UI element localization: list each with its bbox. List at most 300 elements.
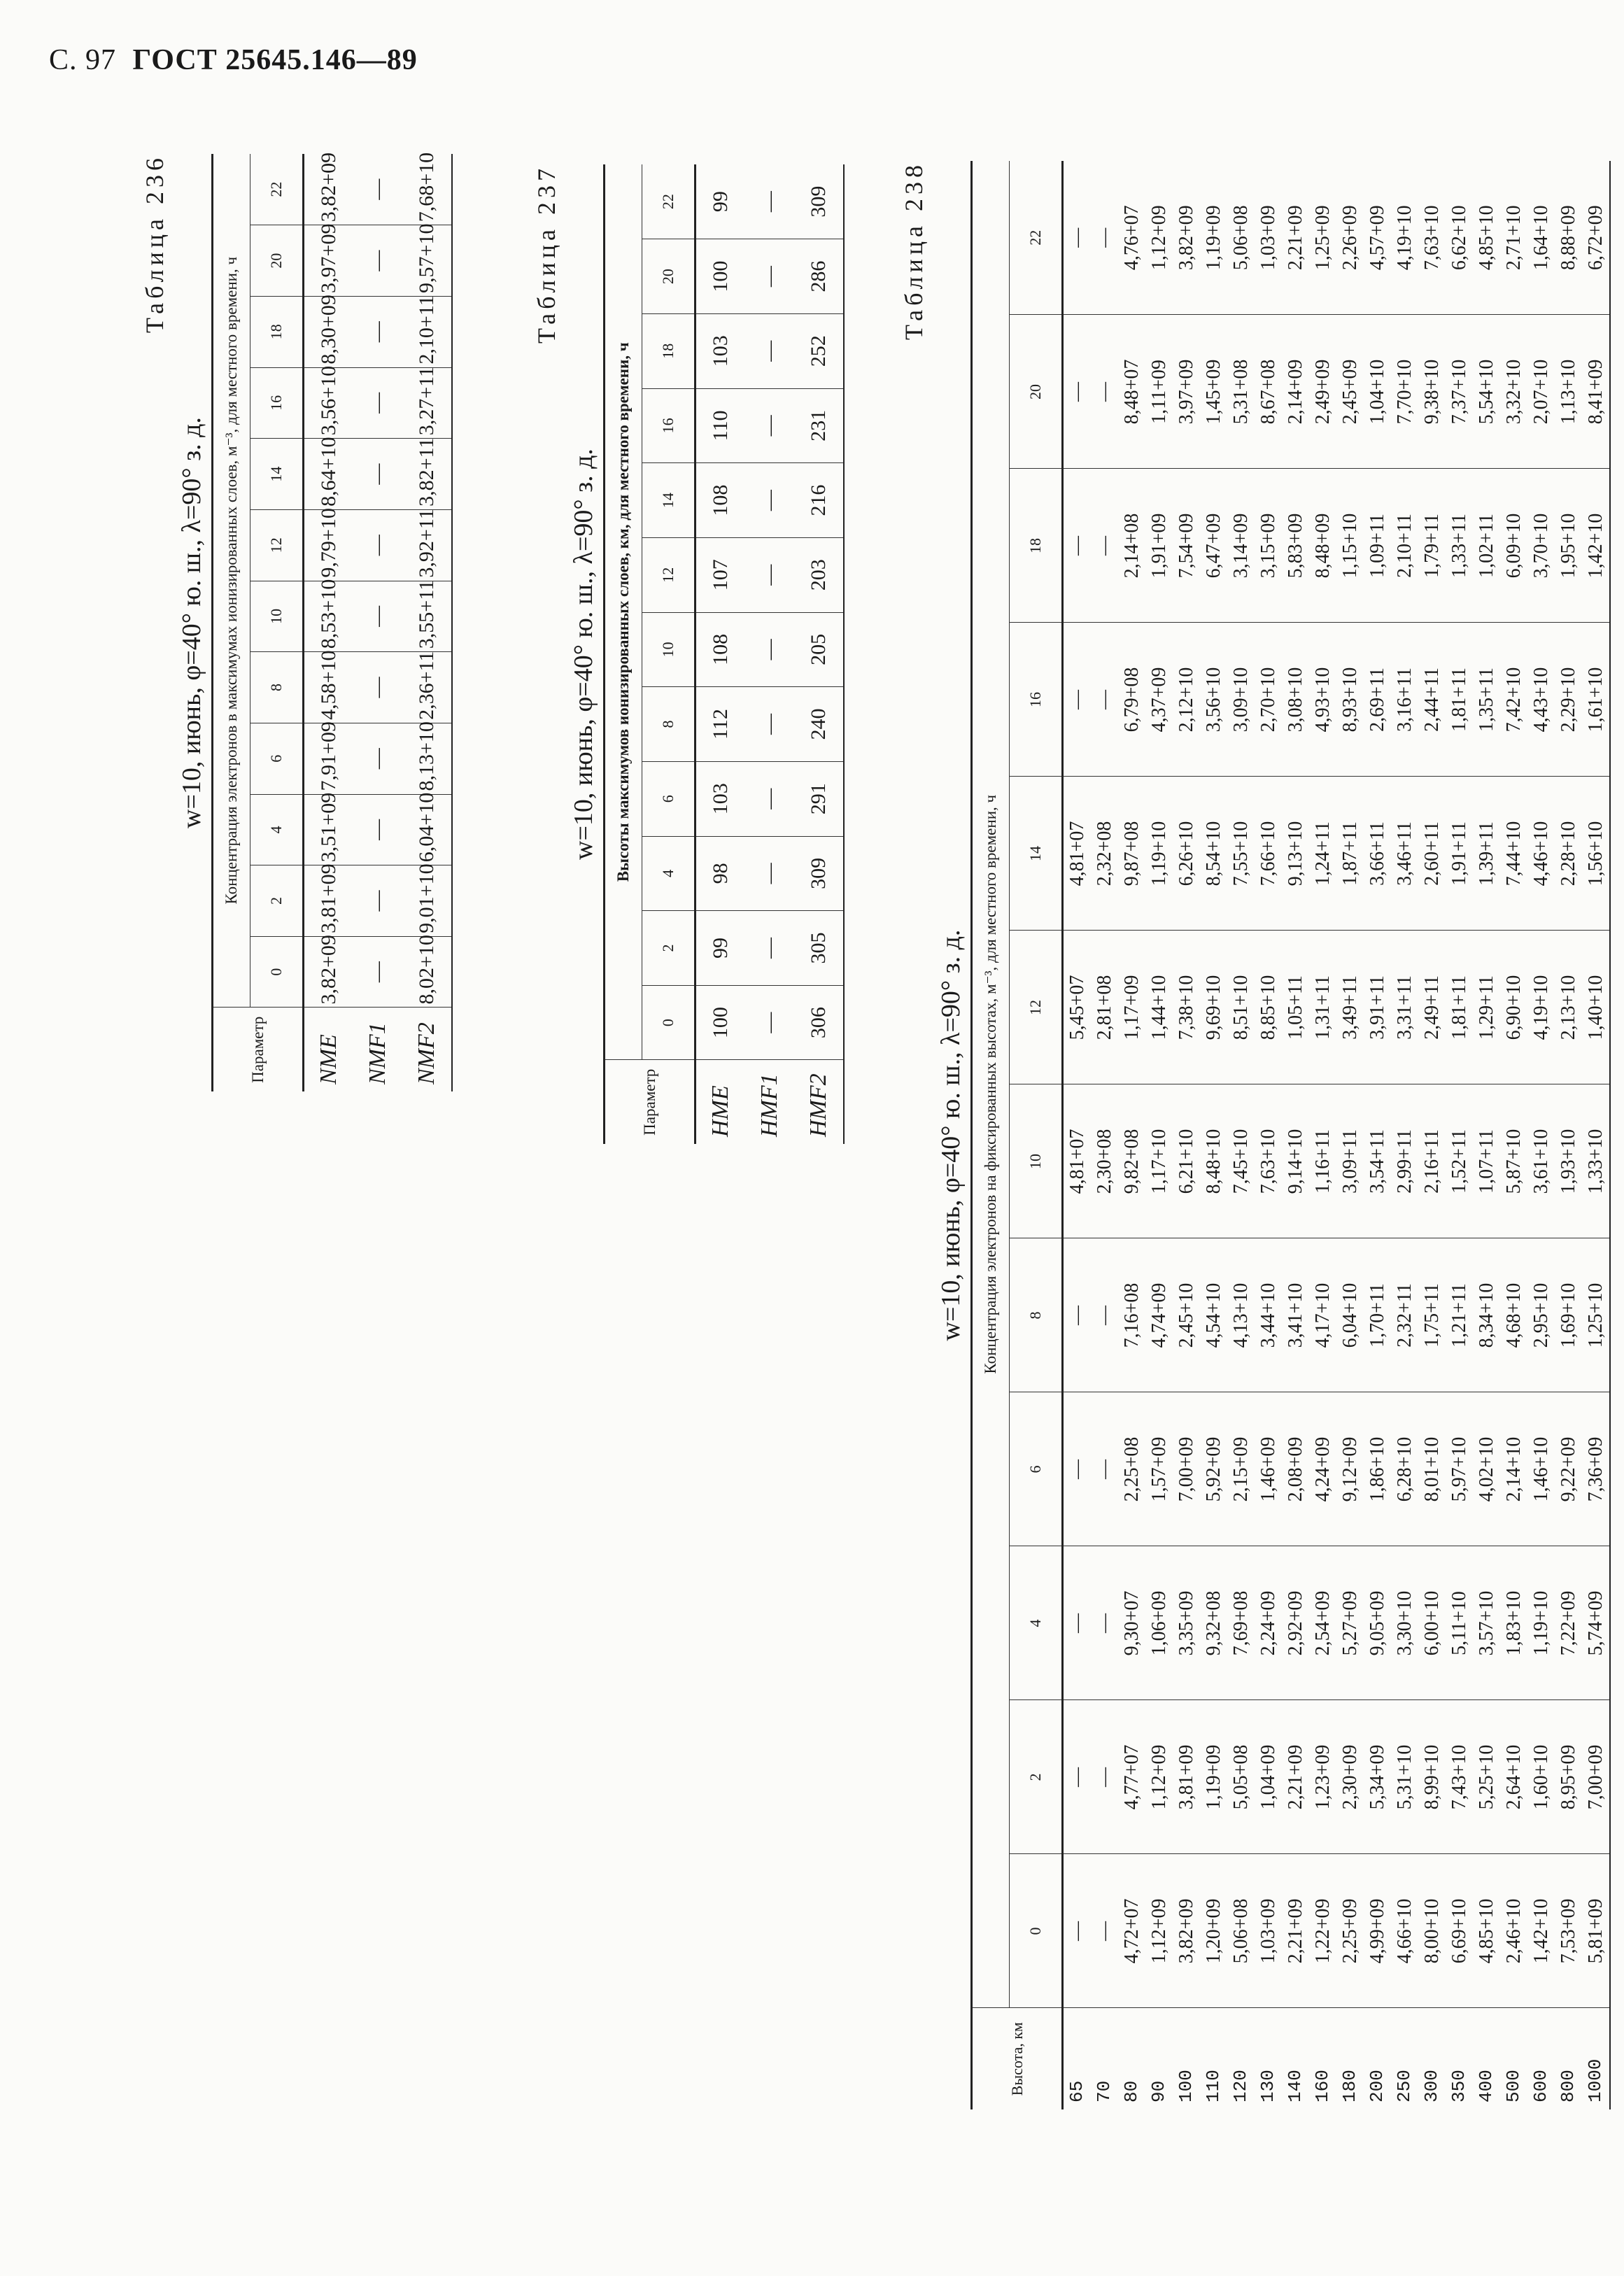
table-cell: 2,69+11 — [1364, 623, 1391, 777]
column-header: 4 — [642, 836, 696, 911]
table-cell: 205 — [794, 612, 844, 687]
table-cell: 2,81+08 — [1091, 931, 1118, 1084]
table-cell: 4,58+10 — [304, 652, 354, 723]
column-header: 6 — [642, 761, 696, 836]
table-row — [1527, 161, 1555, 2109]
table-cell: 1,20+09 — [1200, 1854, 1227, 2008]
table-cell: 3,91+11 — [1364, 931, 1391, 1084]
table-row — [1255, 161, 1282, 2109]
table-cell: — — [1091, 315, 1118, 469]
table-cell: 2,16+11 — [1418, 1084, 1446, 1238]
table-cell: — — [1091, 1238, 1118, 1392]
table-cell: 9,82+08 — [1118, 1084, 1145, 1238]
column-header: 16 — [1010, 623, 1063, 777]
table-cell: 8,88+09 — [1555, 161, 1582, 315]
table-cell: 1,86+10 — [1364, 1392, 1391, 1546]
table-cell: 4,99+09 — [1364, 1854, 1391, 2008]
table-cell: 3,16+11 — [1391, 623, 1418, 777]
table-cell: — — [745, 388, 794, 463]
table-cell: 3,70+10 — [1527, 469, 1555, 623]
table-row — [304, 154, 354, 1091]
table-cell: 4,19+10 — [1391, 161, 1418, 315]
table-row — [1309, 161, 1336, 2109]
row-label: NMF2 — [402, 1008, 452, 1091]
table-cell: 1,57+09 — [1145, 1392, 1173, 1546]
table-cell: 1,23+09 — [1309, 1700, 1336, 1854]
table-cell: 7,69+08 — [1227, 1546, 1255, 1700]
table-cell: 99 — [696, 911, 746, 986]
column-header: 16 — [250, 367, 304, 439]
table-cell: 1,11+09 — [1145, 315, 1173, 469]
table-cell: — — [1063, 1238, 1092, 1392]
table-cell: 6,26+10 — [1173, 777, 1200, 931]
table-cell: 7,55+10 — [1227, 777, 1255, 931]
row-label: 65 — [1063, 2008, 1092, 2109]
table-cell: 6,00+10 — [1418, 1546, 1446, 1700]
table-cell: 1,09+11 — [1364, 469, 1391, 623]
table-caption: w=10, июнь, φ=40° ю. ш., λ=90° з. д. — [936, 929, 966, 1341]
table-cell: 1,87+11 — [1336, 777, 1364, 931]
row-label: 100 — [1173, 2008, 1200, 2109]
table-cell: 1,35+11 — [1473, 623, 1500, 777]
table-cell: 9,13+10 — [1282, 777, 1309, 931]
table-cell: — — [745, 612, 794, 687]
table-cell: — — [745, 687, 794, 762]
table-cell: 2,25+09 — [1336, 1854, 1364, 2008]
table-cell: 8,67+08 — [1255, 315, 1282, 469]
table-row — [1282, 161, 1309, 2109]
column-header: 0 — [267, 968, 285, 976]
table-cell: 8,93+10 — [1336, 623, 1364, 777]
row-label: 500 — [1500, 2008, 1527, 2109]
table-cell: 1,06+09 — [1145, 1546, 1173, 1700]
table-cell: — — [745, 985, 794, 1060]
row-label: 180 — [1336, 2008, 1364, 2109]
column-header: 22 — [250, 154, 304, 225]
column-header: 2 — [250, 865, 304, 937]
table-cell: 6,62+10 — [1446, 161, 1473, 315]
row-label: 400 — [1473, 2008, 1500, 2109]
table-cell: 9,38+10 — [1418, 315, 1446, 469]
table-cell: 107 — [696, 537, 746, 612]
table-cell: — — [745, 836, 794, 911]
table-cell: 1,13+10 — [1555, 315, 1582, 469]
row-label: 160 — [1309, 2008, 1336, 2109]
table-cell: — — [353, 439, 402, 510]
table-cell: 108 — [696, 612, 746, 687]
table-cell: 8,41+09 — [1582, 315, 1610, 469]
table-cell: 1,21+11 — [1446, 1238, 1473, 1392]
column-header: 12 — [642, 537, 696, 612]
table-cell: 4,37+09 — [1145, 623, 1173, 777]
table-cell: 1,69+10 — [1555, 1238, 1582, 1392]
table-row — [1364, 161, 1391, 2109]
table-cell: 1,46+09 — [1255, 1392, 1282, 1546]
table-cell: 3,46+11 — [1391, 777, 1418, 931]
table-cell: 4,66+10 — [1391, 1854, 1418, 2008]
table-cell: 3,09+11 — [1336, 1084, 1364, 1238]
table-cell: 4,93+10 — [1309, 623, 1336, 777]
table-row — [696, 164, 746, 1144]
table-cell: 216 — [794, 463, 844, 538]
table-cell: 203 — [794, 537, 844, 612]
table-cell: 4,02+10 — [1473, 1392, 1500, 1546]
column-header: 20 — [642, 239, 696, 314]
table-cell: 2,60+11 — [1418, 777, 1446, 931]
row-label: 350 — [1446, 2008, 1473, 2109]
table-cell: 3,81+09 — [304, 865, 354, 937]
table-cell: 2,30+09 — [1336, 1700, 1364, 1854]
column-header: 0 — [1026, 1927, 1044, 1935]
table-cell: 1,70+11 — [1364, 1238, 1391, 1392]
column-header: 12 — [250, 509, 304, 581]
column-header: 4 — [1010, 1546, 1063, 1700]
table-cell: 1,81+11 — [1446, 623, 1473, 777]
table-cell: 1,05+11 — [1282, 931, 1309, 1084]
table-cell: 7,91+09 — [304, 723, 354, 794]
column-header: 18 — [1010, 469, 1063, 623]
table-cell: 1,19+10 — [1145, 777, 1173, 931]
table-cell: 9,05+09 — [1364, 1546, 1391, 1700]
table-cell: — — [353, 865, 402, 937]
table-cell: 240 — [794, 687, 844, 762]
table-cell: 1,12+09 — [1145, 1700, 1173, 1854]
table-row — [1446, 161, 1473, 2109]
table-cell: — — [1091, 1854, 1118, 2008]
table-cell: 1,03+09 — [1255, 1854, 1282, 2008]
table-cell: 7,16+08 — [1118, 1238, 1145, 1392]
table-cell: 8,48+07 — [1118, 315, 1145, 469]
table-cell: 2,13+10 — [1555, 931, 1582, 1084]
span-header: Высоты максимумов ионизированных слоев, км, для местного времени, ч — [605, 164, 642, 1060]
table-cell: 1,29+11 — [1473, 931, 1500, 1084]
table-cell: 3,56+10 — [1200, 623, 1227, 777]
table-cell: — — [745, 164, 794, 239]
table-cell: 8,01+10 — [1418, 1392, 1446, 1546]
table-row — [353, 154, 402, 1091]
table-cell: 4,46+10 — [1527, 777, 1555, 931]
table-cell: 8,85+10 — [1255, 931, 1282, 1084]
table-cell: 1,44+10 — [1145, 931, 1173, 1084]
column-header: 14 — [642, 463, 696, 538]
table-cell: 309 — [794, 836, 844, 911]
row-label: 200 — [1364, 2008, 1391, 2109]
table-cell: 7,43+10 — [1446, 1700, 1473, 1854]
table-cell: 4,85+10 — [1473, 161, 1500, 315]
column-header: 14 — [1010, 777, 1063, 931]
table-cell: 9,12+09 — [1336, 1392, 1364, 1546]
table-cell: 6,72+09 — [1582, 161, 1610, 315]
table-row — [794, 164, 844, 1144]
table-cell: 3,82+09 — [1173, 1854, 1200, 2008]
column-header: 12 — [1010, 931, 1063, 1084]
table-cell: 2,92+09 — [1282, 1546, 1309, 1700]
table-cell: 5,31+10 — [1391, 1700, 1418, 1854]
column-header: 10 — [250, 581, 304, 652]
table-cell: 7,68+10 — [402, 154, 452, 225]
table-cell: 2,10+11 — [402, 296, 452, 367]
page-header — [49, 43, 418, 77]
table-cell: 3,51+09 — [304, 794, 354, 865]
page-number: С. 97 — [49, 44, 117, 76]
table-cell: 1,42+10 — [1527, 1854, 1555, 2008]
table-cell: — — [353, 509, 402, 581]
table-cell: 3,61+10 — [1527, 1084, 1555, 1238]
table-cell: 4,43+10 — [1527, 623, 1555, 777]
table-cell: 1,25+09 — [1309, 161, 1336, 315]
column-header: 14 — [250, 439, 304, 510]
table-cell: 7,45+10 — [1227, 1084, 1255, 1238]
table-cell: 8,13+10 — [402, 723, 452, 794]
table-cell: 7,44+10 — [1500, 777, 1527, 931]
table-cell: 6,09+10 — [1500, 469, 1527, 623]
table-cell: 3,97+09 — [1173, 315, 1200, 469]
table-cell: — — [745, 911, 794, 986]
table-cell: 8,53+10 — [304, 581, 354, 652]
table-caption: w=10, июнь, φ=40° ю. ш., λ=90° з. д. — [569, 448, 598, 860]
table-cell: 8,48+10 — [1200, 1084, 1227, 1238]
table-cell: 4,72+07 — [1118, 1854, 1145, 2008]
column-header: 18 — [642, 313, 696, 388]
table-cell: 2,10+11 — [1391, 469, 1418, 623]
table-cell: — — [1091, 1700, 1118, 1854]
table-cell: 8,02+10 — [402, 936, 452, 1008]
table-cell: 7,53+09 — [1555, 1854, 1582, 2008]
table-cell: 9,87+08 — [1118, 777, 1145, 931]
column-header: 10 — [1010, 1084, 1063, 1238]
table-cell: 4,81+07 — [1063, 777, 1092, 931]
table-cell: 3,82+11 — [402, 439, 452, 510]
table-cell: 3,82+09 — [304, 154, 354, 225]
table-cell: 2,12+10 — [1173, 623, 1200, 777]
table-row — [1391, 161, 1418, 2109]
table-cell: 1,17+10 — [1145, 1084, 1173, 1238]
table-cell: 1,24+11 — [1309, 777, 1336, 931]
table-cell: 3,32+10 — [1500, 315, 1527, 469]
table-cell: 8,99+10 — [1418, 1700, 1446, 1854]
table-cell: 1,75+11 — [1418, 1238, 1446, 1392]
table-cell: 7,63+10 — [1418, 161, 1446, 315]
table-cell: 1,52+11 — [1446, 1084, 1473, 1238]
table-cell: 2,29+10 — [1555, 623, 1582, 777]
table-cell: 3,14+09 — [1227, 469, 1255, 623]
table-cell: 3,55+11 — [402, 581, 452, 652]
table-cell: — — [1091, 623, 1118, 777]
table-cell: 2,32+11 — [1391, 1238, 1418, 1392]
table-cell: 6,04+10 — [1336, 1238, 1364, 1392]
table-cell: 1,33+11 — [1446, 469, 1473, 623]
table-cell: 99 — [696, 164, 746, 239]
table-cell: 5,74+09 — [1582, 1546, 1610, 1700]
column-header: 8 — [642, 687, 696, 762]
table-cell: — — [1091, 469, 1118, 623]
table-cell: 3,82+09 — [1173, 161, 1200, 315]
span-header: Концентрация электронов на фиксированных высотах, м⁻³, для местного времени, ч — [972, 161, 1010, 2008]
table-cell: 1,19+10 — [1527, 1546, 1555, 1700]
table-cell: 2,44+11 — [1418, 623, 1446, 777]
table-cell: 2,45+09 — [1336, 315, 1364, 469]
table-cell: 2,36+11 — [402, 652, 452, 723]
table-cell: 3,30+10 — [1391, 1546, 1418, 1700]
table-cell: 3,82+09 — [304, 936, 354, 1008]
table-cell: 3,66+11 — [1364, 777, 1391, 931]
table-cell: 2,49+11 — [1418, 931, 1446, 1084]
row-label: HME — [696, 1060, 746, 1144]
row-label: HMF1 — [745, 1060, 794, 1144]
table-cell: 1,19+09 — [1200, 161, 1227, 315]
table-cell: 108 — [696, 463, 746, 538]
table-cell: — — [1063, 469, 1092, 623]
table-cell: — — [745, 313, 794, 388]
table-cell: 7,38+10 — [1173, 931, 1200, 1084]
table-cell: — — [1091, 1392, 1118, 1546]
table-cell: 4,81+07 — [1063, 1084, 1092, 1238]
row-label: 130 — [1255, 2008, 1282, 2109]
table-cell: 8,64+10 — [304, 439, 354, 510]
table-cell: — — [353, 225, 402, 297]
table-cell: 3,35+09 — [1173, 1546, 1200, 1700]
column-header: 8 — [250, 652, 304, 723]
table-238 — [970, 161, 1611, 2109]
table-cell: 2,64+10 — [1500, 1700, 1527, 1854]
table-cell: — — [353, 794, 402, 865]
table-cell: 8,48+09 — [1309, 469, 1336, 623]
table-cell: 2,46+10 — [1500, 1854, 1527, 2008]
column-header: 8 — [1010, 1238, 1063, 1392]
table-cell: 2,49+09 — [1309, 315, 1336, 469]
table-cell: 305 — [794, 911, 844, 986]
table-cell: 1,33+10 — [1582, 1084, 1610, 1238]
table-cell: 2,07+10 — [1527, 315, 1555, 469]
column-header: 6 — [1010, 1392, 1063, 1546]
table-cell: 1,79+11 — [1418, 469, 1446, 623]
table-cell: — — [1063, 1854, 1092, 2008]
table-cell: 1,19+09 — [1200, 1700, 1227, 1854]
table-body — [696, 164, 845, 1144]
table-cell: 2,14+09 — [1282, 315, 1309, 469]
table-cell: 5,87+10 — [1500, 1084, 1527, 1238]
row-label: 90 — [1145, 2008, 1173, 2109]
table-cell: 1,46+10 — [1527, 1392, 1555, 1546]
column-header: 20 — [1010, 315, 1063, 469]
table-row — [1473, 161, 1500, 2109]
table-cell: 9,32+08 — [1200, 1546, 1227, 1700]
table-cell: 5,06+08 — [1227, 1854, 1255, 2008]
table-cell: 2,21+09 — [1282, 161, 1309, 315]
table-cell: 7,22+09 — [1555, 1546, 1582, 1700]
table-237-block — [532, 164, 845, 1144]
table-cell: 1,56+10 — [1582, 777, 1610, 931]
table-cell: — — [353, 723, 402, 794]
table-row — [1091, 161, 1118, 2109]
table-cell: 112 — [696, 687, 746, 762]
row-label: 120 — [1227, 2008, 1255, 2109]
table-cell: 7,00+09 — [1582, 1700, 1610, 1854]
table-cell: 5,27+09 — [1336, 1546, 1364, 1700]
table-cell: — — [745, 239, 794, 314]
table-cell: 4,13+10 — [1227, 1238, 1255, 1392]
table-cell: 3,92+11 — [402, 509, 452, 581]
table-cell: — — [1063, 1700, 1092, 1854]
table-cell: 1,93+10 — [1555, 1084, 1582, 1238]
row-label: 80 — [1118, 2008, 1145, 2109]
table-cell: 8,54+10 — [1200, 777, 1227, 931]
table-cell: 5,11+10 — [1446, 1546, 1473, 1700]
table-cell: 8,30+09 — [304, 296, 354, 367]
table-cell: 9,79+10 — [304, 509, 354, 581]
column-header-row — [1010, 161, 1063, 2109]
table-cell: 7,00+09 — [1173, 1392, 1200, 1546]
table-cell: 2,15+09 — [1227, 1392, 1255, 1546]
table-body — [304, 154, 453, 1091]
table-cell: 4,77+07 — [1118, 1700, 1145, 1854]
table-cell: 4,17+10 — [1309, 1238, 1336, 1392]
table-cell: 4,68+10 — [1500, 1238, 1527, 1392]
table-row — [1200, 161, 1227, 2109]
table-cell: 1,17+09 — [1118, 931, 1145, 1084]
table-cell: 2,08+09 — [1282, 1392, 1309, 1546]
table-row — [1227, 161, 1255, 2109]
row-label: 300 — [1418, 2008, 1446, 2109]
table-cell: 286 — [794, 239, 844, 314]
column-header-row — [642, 164, 696, 1144]
table-cell: 2,54+09 — [1309, 1546, 1336, 1700]
table-cell: — — [745, 761, 794, 836]
table-cell: 1,22+09 — [1309, 1854, 1336, 2008]
table-row — [1500, 161, 1527, 2109]
table-cell: 6,90+10 — [1500, 931, 1527, 1084]
table-cell: 1,04+09 — [1255, 1700, 1282, 1854]
table-row — [1418, 161, 1446, 2109]
table-cell: 9,30+07 — [1118, 1546, 1145, 1700]
table-caption: w=10, июнь, φ=40° ю. ш., λ=90° з. д. — [177, 417, 206, 828]
table-row — [1582, 161, 1610, 2109]
table-cell: 1,02+11 — [1473, 469, 1500, 623]
table-cell: 3,41+10 — [1282, 1238, 1309, 1392]
table-cell: 1,15+10 — [1336, 469, 1364, 623]
table-cell: 3,09+10 — [1227, 623, 1255, 777]
table-cell: 5,97+10 — [1446, 1392, 1473, 1546]
table-cell: — — [353, 296, 402, 367]
table-cell: 252 — [794, 313, 844, 388]
row-label: NMF1 — [353, 1008, 402, 1091]
table-cell: 5,34+09 — [1364, 1700, 1391, 1854]
column-header: 22 — [1010, 161, 1063, 315]
table-cell: 2,30+08 — [1091, 1084, 1118, 1238]
table-number: Таблица 236 — [141, 154, 169, 333]
table-cell: 9,57+10 — [402, 225, 452, 297]
table-cell: 8,51+10 — [1227, 931, 1255, 1084]
table-row — [1145, 161, 1173, 2109]
column-header: 6 — [250, 723, 304, 794]
row-label: 70 — [1091, 2008, 1118, 2109]
table-cell: 3,08+10 — [1282, 623, 1309, 777]
table-cell: 1,81+11 — [1446, 931, 1473, 1084]
table-cell: 9,14+10 — [1282, 1084, 1309, 1238]
table-cell: 3,81+09 — [1173, 1700, 1200, 1854]
table-cell: 6,04+10 — [402, 794, 452, 865]
column-header-row — [250, 154, 304, 1091]
table-cell: 100 — [696, 985, 746, 1060]
table-cell: 8,95+09 — [1555, 1700, 1582, 1854]
table-cell: 2,70+10 — [1255, 623, 1282, 777]
row-label: 1000 — [1582, 2008, 1610, 2109]
table-cell: — — [1063, 1392, 1092, 1546]
table-cell: — — [1063, 1546, 1092, 1700]
table-cell: — — [353, 154, 402, 225]
table-cell: 7,63+10 — [1255, 1084, 1282, 1238]
table-row — [1336, 161, 1364, 2109]
